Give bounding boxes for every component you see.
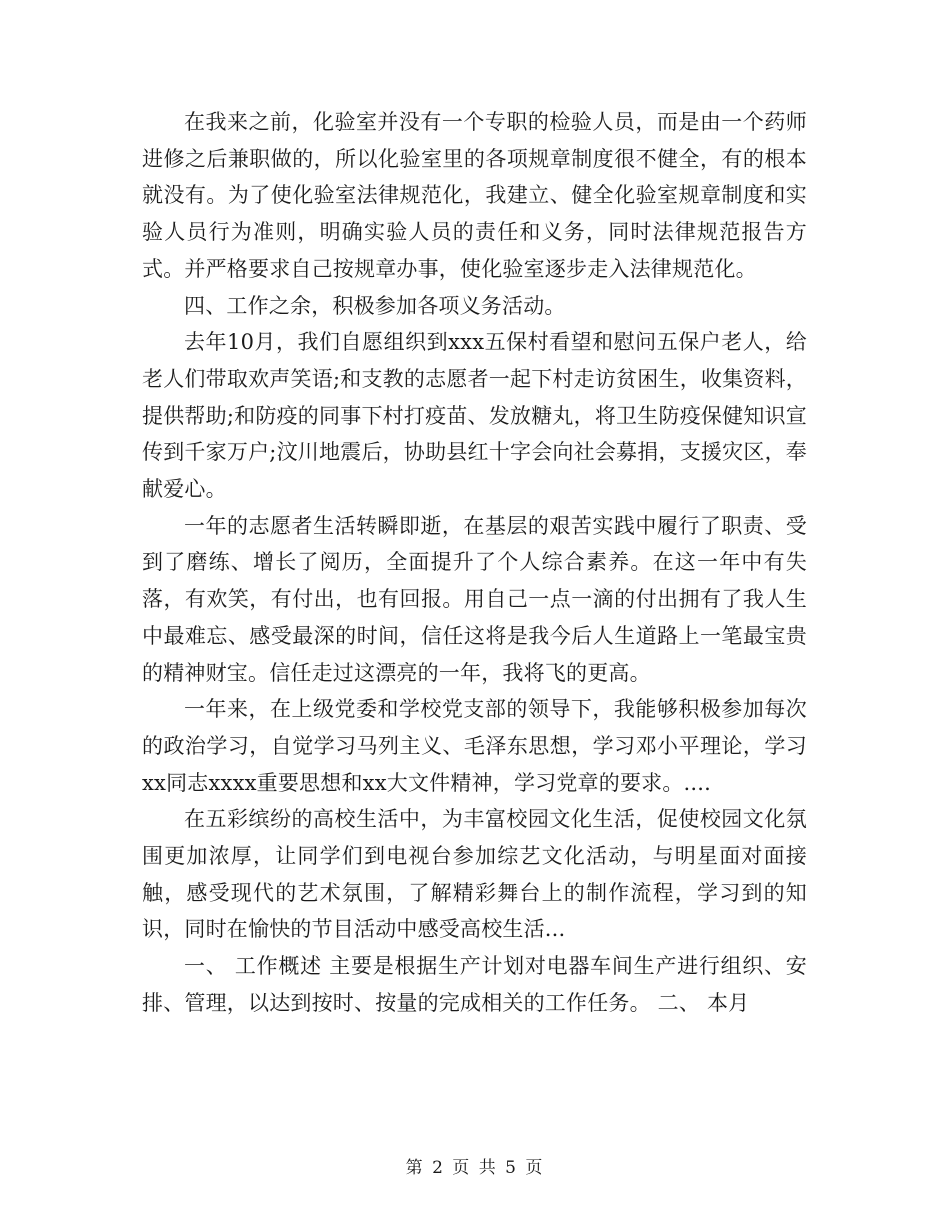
paragraph-work-overview: 一、 工作概述 主要是根据生产计划对电器车间生产进行组织、安排、管理，以达到按时、按量的完成相关的工作任务。 二、 本月 — [142, 954, 807, 1015]
page-footer: 第 2 页 共 5 页 — [405, 1158, 545, 1178]
paragraph-volunteer-year-summary: 一年的志愿者生活转瞬即逝，在基层的艰苦实践中履行了职责、受到了磨练、增长了阅历，全面提升了个人综合素养。在这一年中有失落，有欢笑，有付出，也有回报。用自己一点一滴的付出拥有了我人生中最难忘、感受最深的时间，信任这将是我今后人生道路上一笔最宝贵的精神财宝。信任走过这漂亮的一年，我将飞的更高。 — [142, 513, 807, 685]
paragraph-campus-culture: 在五彩缤纷的高校生活中，为丰富校园文化生活，促使校园文化氛围更加浓厚，让同学们到电视台参加综艺文化活动，与明星面对面接触，感受现代的艺术氛围，了解精彩舞台上的制作流程，学习到的知识，同时在愉快的节目活动中感受高校生活... — [142, 807, 807, 942]
paragraph-section-four-heading: 四、工作之余，积极参加各项义务活动。 — [184, 293, 566, 318]
paragraph-volunteer-activities: 去年10月，我们自愿组织到xxx五保村看望和慰问五保户老人，给老人们带取欢声笑语;和支教的志愿者一起下村走访贫困生，收集资料，提供帮助;和防疫的同事下村打疫苗、发放糖丸，将卫生防疫保健知识宣传到千家万户;汶川地震后，协助县红十字会向社会募捐，支援灾区，奉献爱心。 — [142, 330, 807, 502]
paragraph-political-study: 一年来，在上级党委和学校党支部的领导下，我能够积极参加每次的政治学习，自觉学习马列主义、毛泽东思想，学习邓小平理论，学习xx同志xxxx重要思想和xx大文件精神，学习党章的要求。.... — [142, 697, 807, 795]
document-body — [142, 104, 807, 1022]
paragraph-lab-regulations: 在我来之前，化验室并没有一个专职的检验人员，而是由一个药师进修之后兼职做的，所以化验室里的各项规章制度很不健全，有的根本就没有。为了使化验室法律规范化，我建立、健全化验室规章制度和实验人员行为准则，明确实验人员的责任和义务，同时法律规范报告方式。并严格要求自己按规章办事，使化验室逐步走入法律规范化。 — [142, 110, 807, 281]
